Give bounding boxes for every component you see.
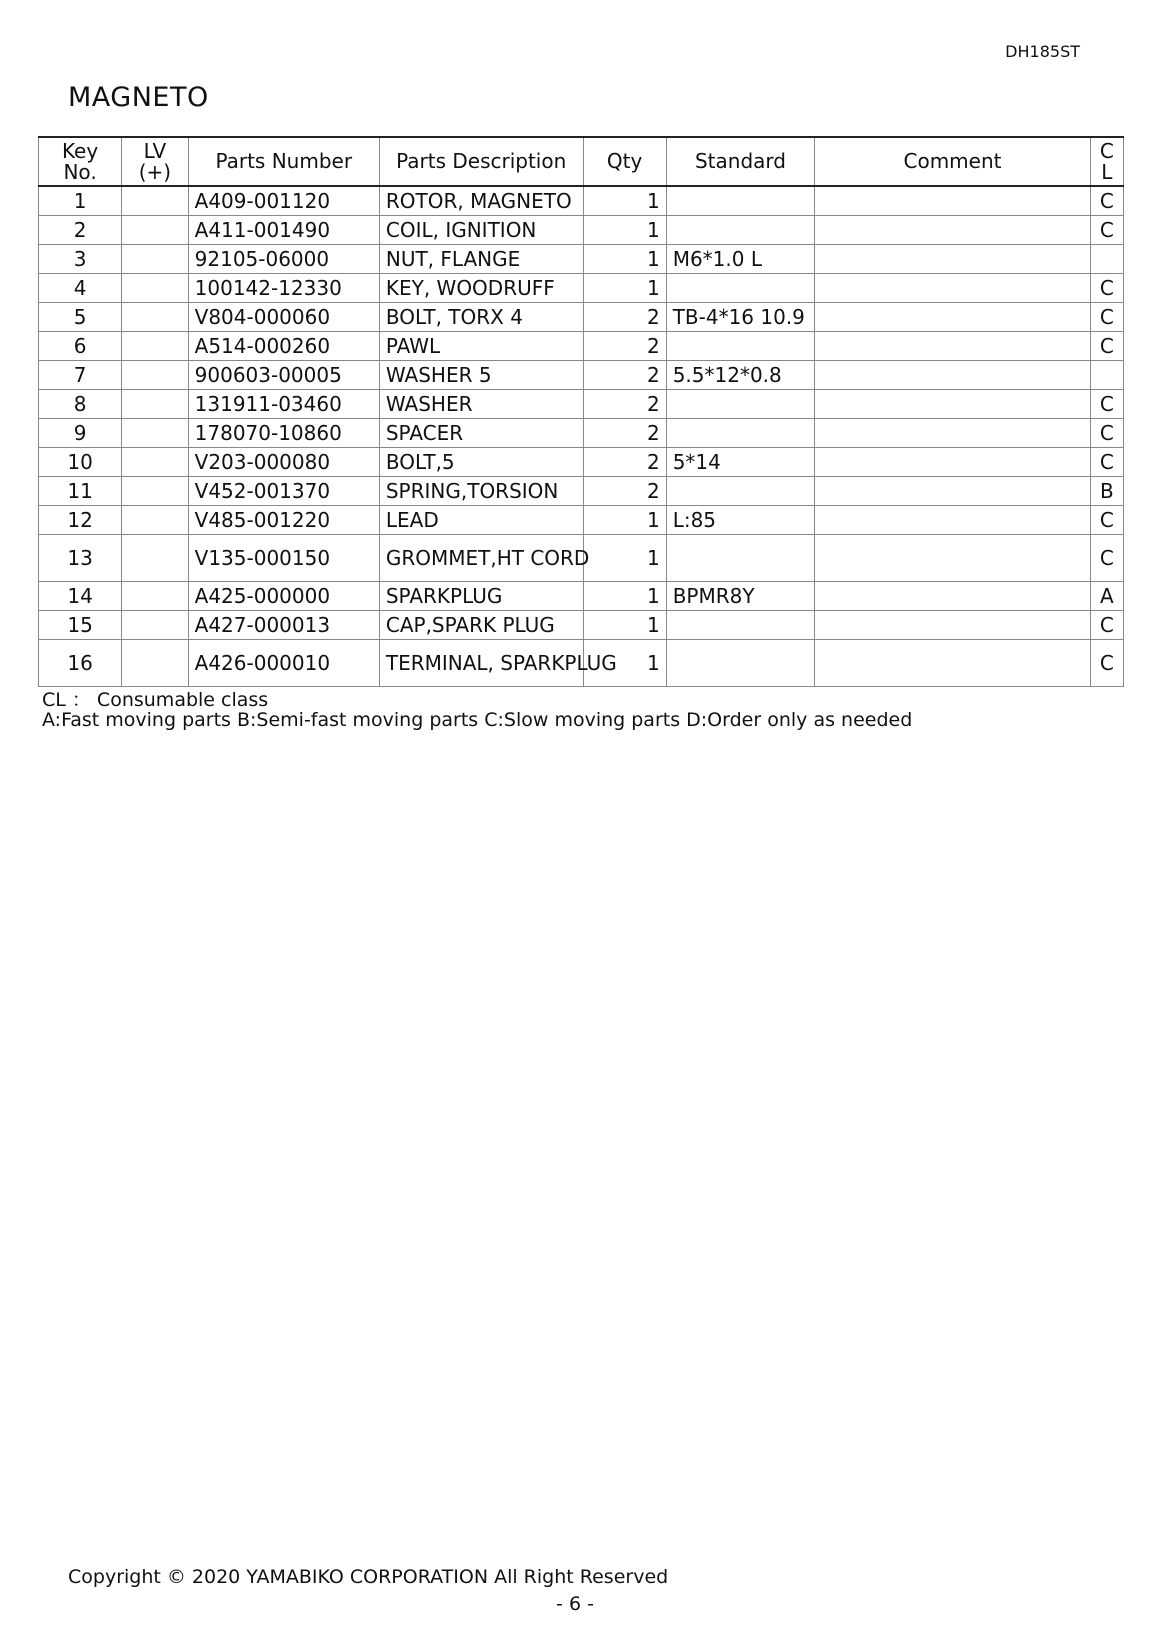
- lv-cell: [122, 216, 189, 245]
- cl-cell: C: [1090, 611, 1123, 640]
- table-row: [39, 611, 1124, 640]
- parts-description-cell: WASHER 5: [379, 361, 583, 390]
- table-row: [39, 332, 1124, 361]
- qty-cell: 1: [583, 582, 666, 611]
- key-no-cell: 9: [39, 419, 122, 448]
- cl-cell: C: [1090, 332, 1123, 361]
- key-no-cell: 1: [39, 186, 122, 216]
- standard-cell: L:85: [666, 506, 815, 535]
- cl-cell: C: [1090, 186, 1123, 216]
- parts-description-cell: WASHER: [379, 390, 583, 419]
- parts-description-cell: BOLT, TORX 4: [379, 303, 583, 332]
- standard-cell: [666, 332, 815, 361]
- table-row: [39, 303, 1124, 332]
- parts-description-cell: GROMMET,HT CORD: [379, 535, 583, 582]
- table-row: [39, 506, 1124, 535]
- parts-number-cell: V203-000080: [188, 448, 379, 477]
- cl-cell: C: [1090, 535, 1123, 582]
- standard-cell: 5*14: [666, 448, 815, 477]
- parts-number-cell: A426-000010: [188, 640, 379, 687]
- key-no-cell: 13: [39, 535, 122, 582]
- parts-number-cell: 900603-00005: [188, 361, 379, 390]
- parts-number-cell: A409-001120: [188, 186, 379, 216]
- qty-cell: 1: [583, 535, 666, 582]
- qty-cell: 2: [583, 361, 666, 390]
- comment-cell: [815, 274, 1090, 303]
- parts-description-cell: TERMINAL, SPARKPLUG: [379, 640, 583, 687]
- parts-number-cell: 92105-06000: [188, 245, 379, 274]
- qty-cell: 2: [583, 390, 666, 419]
- header-cl: C L: [1090, 137, 1123, 186]
- copyright-notice: Copyright © 2020 YAMABIKO CORPORATION All Right Reserved: [68, 1566, 669, 1588]
- parts-table-body: [39, 186, 1124, 687]
- parts-description-cell: PAWL: [379, 332, 583, 361]
- cl-cell: B: [1090, 477, 1123, 506]
- lv-cell: [122, 274, 189, 303]
- cl-cell: [1090, 245, 1123, 274]
- lv-cell: [122, 535, 189, 582]
- qty-cell: 2: [583, 448, 666, 477]
- parts-description-cell: NUT, FLANGE: [379, 245, 583, 274]
- lv-cell: [122, 186, 189, 216]
- cl-cell: C: [1090, 390, 1123, 419]
- parts-description-cell: SPRING,TORSION: [379, 477, 583, 506]
- cl-cell: C: [1090, 216, 1123, 245]
- table-header-row: [39, 137, 1124, 186]
- qty-cell: 1: [583, 611, 666, 640]
- comment-cell: [815, 535, 1090, 582]
- parts-description-cell: SPARKPLUG: [379, 582, 583, 611]
- notes-consumable-class: CL ： Consumable class: [42, 689, 269, 711]
- lv-cell: [122, 448, 189, 477]
- parts-number-cell: 178070-10860: [188, 419, 379, 448]
- comment-cell: [815, 419, 1090, 448]
- key-no-cell: 2: [39, 216, 122, 245]
- header-qty: Qty: [583, 137, 666, 186]
- parts-description-cell: KEY, WOODRUFF: [379, 274, 583, 303]
- parts-number-cell: A425-000000: [188, 582, 379, 611]
- parts-number-cell: A411-001490: [188, 216, 379, 245]
- comment-cell: [815, 303, 1090, 332]
- parts-description-cell: SPACER: [379, 419, 583, 448]
- lv-cell: [122, 303, 189, 332]
- table-row: [39, 582, 1124, 611]
- qty-cell: 1: [583, 506, 666, 535]
- qty-cell: 2: [583, 303, 666, 332]
- qty-cell: 1: [583, 245, 666, 274]
- lv-cell: [122, 245, 189, 274]
- comment-cell: [815, 506, 1090, 535]
- key-no-cell: 10: [39, 448, 122, 477]
- header-comment: Comment: [815, 137, 1090, 186]
- standard-cell: 5.5*12*0.8: [666, 361, 815, 390]
- comment-cell: [815, 186, 1090, 216]
- key-no-cell: 5: [39, 303, 122, 332]
- comment-cell: [815, 448, 1090, 477]
- parts-description-cell: CAP,SPARK PLUG: [379, 611, 583, 640]
- comment-cell: [815, 332, 1090, 361]
- qty-cell: 2: [583, 332, 666, 361]
- lv-cell: [122, 611, 189, 640]
- parts-number-cell: A427-000013: [188, 611, 379, 640]
- comment-cell: [815, 611, 1090, 640]
- qty-cell: 1: [583, 274, 666, 303]
- model-number: DH185ST: [1005, 42, 1080, 61]
- qty-cell: 2: [583, 419, 666, 448]
- page-number: - 6 -: [556, 1593, 594, 1615]
- table-row: [39, 186, 1124, 216]
- comment-cell: [815, 477, 1090, 506]
- notes: [42, 690, 912, 730]
- table-row: [39, 274, 1124, 303]
- standard-cell: BPMR8Y: [666, 582, 815, 611]
- page-title: MAGNETO: [68, 82, 209, 113]
- parts-description-cell: LEAD: [379, 506, 583, 535]
- comment-cell: [815, 216, 1090, 245]
- lv-cell: [122, 582, 189, 611]
- parts-number-cell: A514-000260: [188, 332, 379, 361]
- key-no-cell: 4: [39, 274, 122, 303]
- key-no-cell: 11: [39, 477, 122, 506]
- parts-number-cell: V452-001370: [188, 477, 379, 506]
- comment-cell: [815, 640, 1090, 687]
- header-lv: LV (+): [122, 137, 189, 186]
- notes-class-legend: A:Fast moving parts B:Semi-fast moving parts C:Slow moving parts D:Order only as needed: [42, 709, 913, 731]
- qty-cell: 1: [583, 186, 666, 216]
- standard-cell: [666, 640, 815, 687]
- key-no-cell: 12: [39, 506, 122, 535]
- standard-cell: [666, 611, 815, 640]
- table-row: [39, 535, 1124, 582]
- table-row: [39, 361, 1124, 390]
- table-row: [39, 245, 1124, 274]
- cl-cell: C: [1090, 419, 1123, 448]
- lv-cell: [122, 361, 189, 390]
- parts-number-cell: V804-000060: [188, 303, 379, 332]
- lv-cell: [122, 477, 189, 506]
- header-standard: Standard: [666, 137, 815, 186]
- qty-cell: 1: [583, 216, 666, 245]
- lv-cell: [122, 332, 189, 361]
- parts-table: [38, 136, 1124, 687]
- parts-description-cell: ROTOR, MAGNETO: [379, 186, 583, 216]
- standard-cell: [666, 419, 815, 448]
- cl-cell: C: [1090, 640, 1123, 687]
- cl-cell: [1090, 361, 1123, 390]
- comment-cell: [815, 390, 1090, 419]
- table-row: [39, 477, 1124, 506]
- key-no-cell: 7: [39, 361, 122, 390]
- standard-cell: [666, 186, 815, 216]
- qty-cell: 2: [583, 477, 666, 506]
- header-parts-number: Parts Number: [188, 137, 379, 186]
- standard-cell: M6*1.0 L: [666, 245, 815, 274]
- table-row: [39, 419, 1124, 448]
- parts-description-cell: BOLT,5: [379, 448, 583, 477]
- table-row: [39, 640, 1124, 687]
- key-no-cell: 6: [39, 332, 122, 361]
- cl-cell: A: [1090, 582, 1123, 611]
- standard-cell: TB-4*16 10.9: [666, 303, 815, 332]
- cl-cell: C: [1090, 274, 1123, 303]
- qty-cell: 1: [583, 640, 666, 687]
- standard-cell: [666, 535, 815, 582]
- header-parts-description: Parts Description: [379, 137, 583, 186]
- key-no-cell: 16: [39, 640, 122, 687]
- table-row: [39, 390, 1124, 419]
- lv-cell: [122, 506, 189, 535]
- parts-description-cell: COIL, IGNITION: [379, 216, 583, 245]
- standard-cell: [666, 390, 815, 419]
- lv-cell: [122, 640, 189, 687]
- standard-cell: [666, 274, 815, 303]
- parts-number-cell: 100142-12330: [188, 274, 379, 303]
- standard-cell: [666, 477, 815, 506]
- key-no-cell: 15: [39, 611, 122, 640]
- parts-number-cell: 131911-03460: [188, 390, 379, 419]
- parts-number-cell: V135-000150: [188, 535, 379, 582]
- standard-cell: [666, 216, 815, 245]
- key-no-cell: 8: [39, 390, 122, 419]
- comment-cell: [815, 245, 1090, 274]
- key-no-cell: 3: [39, 245, 122, 274]
- cl-cell: C: [1090, 448, 1123, 477]
- table-row: [39, 216, 1124, 245]
- cl-cell: C: [1090, 303, 1123, 332]
- comment-cell: [815, 361, 1090, 390]
- lv-cell: [122, 419, 189, 448]
- key-no-cell: 14: [39, 582, 122, 611]
- cl-cell: C: [1090, 506, 1123, 535]
- lv-cell: [122, 390, 189, 419]
- table-row: [39, 448, 1124, 477]
- header-key-no: Key No.: [39, 137, 122, 186]
- parts-number-cell: V485-001220: [188, 506, 379, 535]
- comment-cell: [815, 582, 1090, 611]
